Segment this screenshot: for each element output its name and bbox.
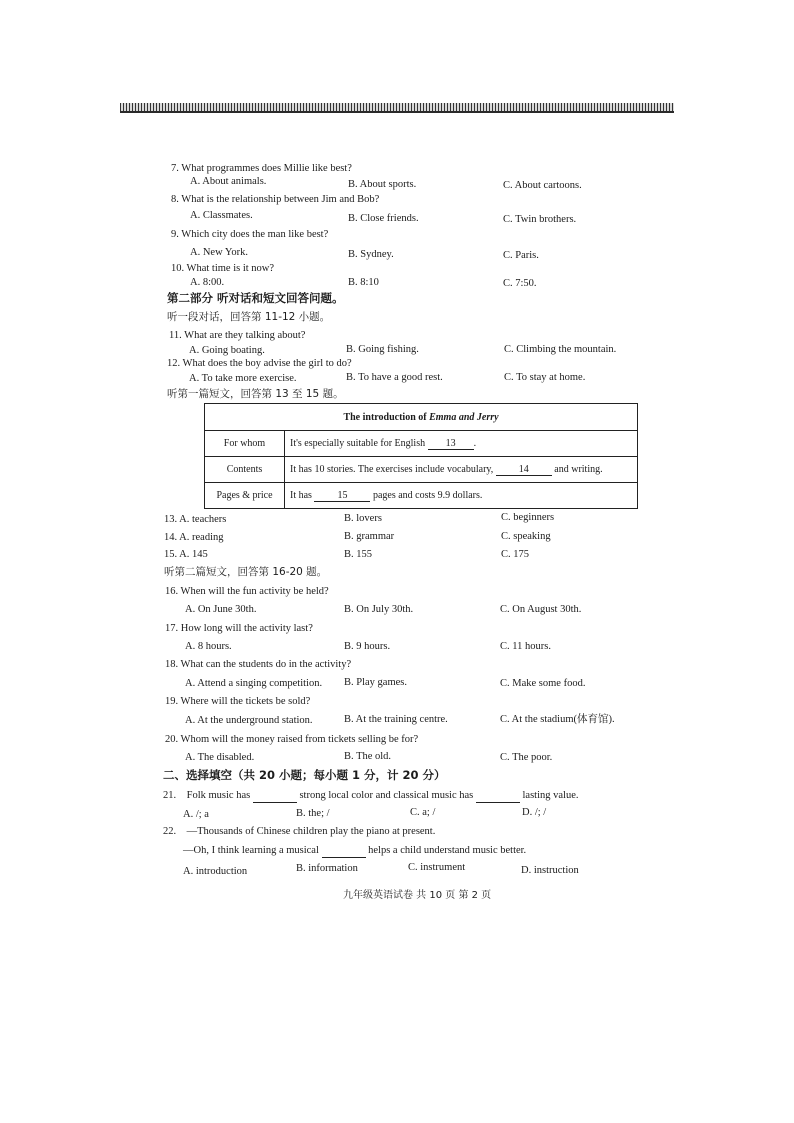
question-10-option-c: C. 7:50. xyxy=(503,278,537,289)
question-7-option-a: A. About animals. xyxy=(190,176,267,187)
blank xyxy=(322,844,366,858)
question-12-stem: 12. What does the boy advise the girl to do? xyxy=(167,358,352,369)
question-14-option-c: C. speaking xyxy=(501,531,551,542)
question-19-option-c: C. At the stadium(体育馆). xyxy=(500,714,615,725)
question-15-option-c: C. 175 xyxy=(501,549,530,560)
question-19-option-b: B. At the training centre. xyxy=(344,714,448,725)
question-22-option-b: B. information xyxy=(296,863,358,874)
question-8-option-b: B. Close friends. xyxy=(348,213,419,224)
question-15-option-a: 15. A. 145 xyxy=(164,549,208,560)
blank-15: 15 xyxy=(314,490,370,502)
question-17-stem: 17. How long will the activity last? xyxy=(165,623,313,634)
question-20-option-c: C. The poor. xyxy=(500,752,553,763)
question-13-option-b: B. lovers xyxy=(344,513,382,524)
question-9-option-b: B. Sydney. xyxy=(348,249,394,260)
question-11-stem: 11. What are they talking about? xyxy=(169,330,306,341)
passage2-instruction: 听第二篇短文，回答第 16-20 题。 xyxy=(164,566,328,578)
question-13-option-c: C. beginners xyxy=(501,512,555,523)
table-row xyxy=(205,431,638,457)
question-22-option-d: D. instruction xyxy=(521,865,579,876)
blank xyxy=(253,789,297,803)
question-14-option-b: B. grammar xyxy=(344,531,395,542)
row-label: For whom xyxy=(205,431,285,457)
question-8-stem: 8. What is the relationship between Jim and Bob? xyxy=(171,194,380,205)
question-9-option-c: C. Paris. xyxy=(503,250,539,261)
question-22-line2: —Oh, I think learning a musical helps a child understand music better. xyxy=(183,845,527,856)
question-22-line1: 22. —Thousands of Chinese children play the piano at present. xyxy=(163,826,436,837)
question-20-option-a: A. The disabled. xyxy=(185,752,255,763)
part2-heading: 第二部分 听对话和短文回答问题。 xyxy=(167,291,344,305)
section2-heading: 二、选择填空（共 20 小题；每小题 1 分，计 20 分） xyxy=(163,768,446,782)
question-21-stem: 21. Folk music has strong local color and classical music has lasting value. xyxy=(163,790,579,801)
question-10-option-b: B. 8:10 xyxy=(348,277,379,288)
question-19-option-a: A. At the underground station. xyxy=(185,715,313,726)
question-20-option-b: B. The old. xyxy=(344,751,392,762)
question-16-option-b: B. On July 30th. xyxy=(344,604,414,615)
question-17-option-c: C. 11 hours. xyxy=(500,641,551,652)
question-18-option-b: B. Play games. xyxy=(344,677,407,688)
question-11-option-c: C. Climbing the mountain. xyxy=(504,344,617,355)
question-12-option-c: C. To stay at home. xyxy=(504,372,586,383)
question-9-stem: 9. Which city does the man like best? xyxy=(171,229,329,240)
table-row xyxy=(205,457,638,483)
question-19-stem: 19. Where will the tickets be sold? xyxy=(165,696,311,707)
dialog-instruction: 听一段对话，回答第 11-12 小题。 xyxy=(167,311,331,323)
question-7-option-c: C. About cartoons. xyxy=(503,180,582,191)
question-7-stem: 7. What programmes does Millie like best? xyxy=(171,163,352,174)
question-15-option-b: B. 155 xyxy=(344,549,373,560)
question-18-option-c: C. Make some food. xyxy=(500,678,586,689)
question-21-option-b: B. the; / xyxy=(296,808,330,819)
question-11-option-a: A. Going boating. xyxy=(189,345,265,356)
question-11-option-b: B. Going fishing. xyxy=(346,344,419,355)
question-8-option-c: C. Twin brothers. xyxy=(503,214,577,225)
row-label: Pages & price xyxy=(205,483,285,509)
blank-14: 14 xyxy=(496,464,552,476)
question-22-option-a: A. introduction xyxy=(183,866,248,877)
book-info-table xyxy=(204,403,638,509)
question-20-stem: 20. Whom will the money raised from tickets selling be for? xyxy=(165,734,419,745)
table-row xyxy=(205,483,638,509)
question-12-option-a: A. To take more exercise. xyxy=(189,373,297,384)
question-8-option-a: A. Classmates. xyxy=(190,210,253,221)
question-17-option-b: B. 9 hours. xyxy=(344,641,391,652)
question-16-stem: 16. When will the fun activity be held? xyxy=(165,586,329,597)
blank-13: 13 xyxy=(428,438,474,450)
row-content: It's especially suitable for English 13 . xyxy=(285,431,638,457)
question-18-stem: 18. What can the students do in the activity? xyxy=(165,659,352,670)
page-footer: 九年级英语试卷 共 10 页 第 2 页 xyxy=(343,890,492,901)
question-12-option-b: B. To have a good rest. xyxy=(346,372,443,383)
question-16-option-c: C. On August 30th. xyxy=(500,604,582,615)
question-9-option-a: A. New York. xyxy=(190,247,249,258)
question-17-option-a: A. 8 hours. xyxy=(185,641,232,652)
question-16-option-a: A. On June 30th. xyxy=(185,604,257,615)
row-label: Contents xyxy=(205,457,285,483)
passage1-instruction: 听第一篇短文，回答第 13 至 15 题。 xyxy=(167,388,344,400)
table-title: The introduction of Emma and Jerry xyxy=(205,404,638,431)
question-18-option-a: A. Attend a singing competition. xyxy=(185,678,323,689)
question-10-stem: 10. What time is it now? xyxy=(171,263,275,274)
question-13-option-a: 13. A. teachers xyxy=(164,514,227,525)
question-10-option-a: A. 8:00. xyxy=(190,277,225,288)
question-14-option-a: 14. A. reading xyxy=(164,532,224,543)
row-content: It has 10 stories. The exercises include vocabulary, 14 and writing. xyxy=(285,457,638,483)
question-21-option-a: A. /; a xyxy=(183,809,209,820)
question-7-option-b: B. About sports. xyxy=(348,179,417,190)
row-content: It has 15 pages and costs 9.9 dollars. xyxy=(285,483,638,509)
question-21-option-d: D. /; / xyxy=(522,807,547,818)
blank xyxy=(476,789,520,803)
question-21-option-c: C. a; / xyxy=(410,807,436,818)
question-22-option-c: C. instrument xyxy=(408,862,466,873)
header-rule xyxy=(120,103,674,113)
